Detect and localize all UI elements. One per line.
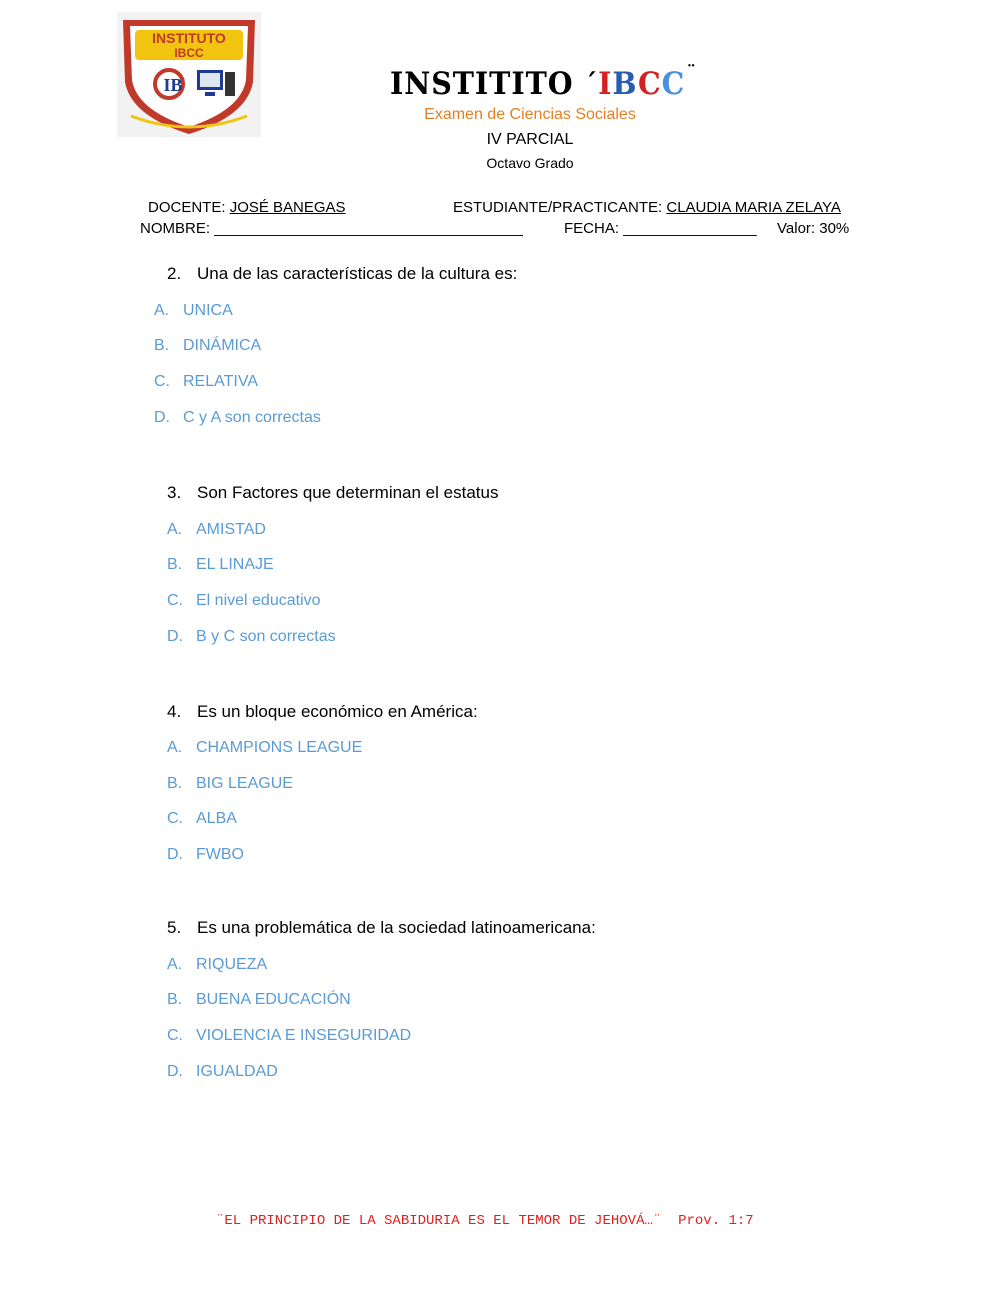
option-text: DINÁMICA	[183, 337, 262, 354]
estudiante-label: ESTUDIANTE/PRACTICANTE:	[453, 199, 667, 216]
question-4	[167, 702, 478, 722]
footer-quote: ¨EL PRINCIPIO DE LA SABIDURIA ES EL TEMOR DE JEHOVÁ…¨	[216, 1213, 662, 1229]
nombre-label: NOMBRE:	[140, 220, 215, 237]
docente-row	[148, 199, 346, 216]
option-text: C y A son correctas	[183, 409, 321, 426]
question-5	[167, 918, 596, 938]
option-letter: A.	[167, 956, 183, 973]
fecha-label: FECHA:	[564, 220, 624, 237]
option-text: RIQUEZA	[196, 956, 268, 973]
logo-text-bottom: IBCC	[174, 46, 204, 60]
footer-verse	[216, 1213, 754, 1229]
option-letter: B.	[167, 556, 183, 573]
option-4d[interactable]	[167, 846, 244, 864]
option-2c[interactable]	[154, 373, 258, 391]
page-title	[390, 62, 697, 102]
footer-reference: Prov. 1:7	[678, 1213, 754, 1229]
option-2b[interactable]	[154, 337, 261, 355]
option-text: FWBO	[196, 846, 244, 863]
fecha-row	[564, 220, 757, 237]
question-text: Son Factores que determinan el estatus	[197, 483, 499, 502]
title-letter-i: I	[598, 66, 613, 102]
option-text: ALBA	[196, 810, 237, 827]
option-letter: C.	[154, 373, 170, 390]
estudiante-name: CLAUDIA MARIA ZELAYA	[666, 199, 841, 216]
option-letter: C.	[167, 1027, 183, 1044]
option-letter: B.	[154, 337, 170, 354]
option-letter: B.	[167, 991, 183, 1008]
option-text: CHAMPIONS LEAGUE	[196, 739, 363, 756]
option-letter: D.	[167, 1063, 183, 1080]
exam-partial: IV PARCIAL	[486, 131, 574, 148]
option-2a[interactable]	[154, 302, 233, 320]
question-number: 5.	[167, 918, 182, 937]
option-text: EL LINAJE	[196, 556, 274, 573]
exam-subtitle: Examen de Ciencias Sociales	[424, 106, 636, 123]
title-accent-mark: ´	[584, 68, 599, 101]
option-4c[interactable]	[167, 810, 237, 828]
title-text: INSTITITO	[390, 66, 585, 102]
title-letter-c2: C	[661, 66, 686, 102]
option-letter: B.	[167, 775, 183, 792]
question-2	[167, 264, 517, 284]
title-quote-mark: ¨	[687, 62, 697, 83]
question-number: 2.	[167, 264, 182, 283]
option-text: IGUALDAD	[196, 1063, 278, 1080]
fecha-field[interactable]: ________________	[623, 220, 757, 237]
option-text: BUENA EDUCACIÓN	[196, 991, 351, 1008]
question-number: 4.	[167, 702, 182, 721]
option-5d[interactable]	[167, 1063, 278, 1081]
option-letter: D.	[154, 409, 170, 426]
option-text: BIG LEAGUE	[196, 775, 293, 792]
option-3a[interactable]	[167, 521, 266, 539]
option-4b[interactable]	[167, 775, 293, 793]
nombre-field[interactable]: _____________________________________	[214, 220, 523, 237]
question-number: 3.	[167, 483, 182, 502]
option-3c[interactable]	[167, 592, 321, 610]
option-text: AMISTAD	[196, 521, 266, 538]
option-text: RELATIVA	[183, 373, 258, 390]
option-letter: C.	[167, 592, 183, 609]
title-letter-c1: C	[637, 66, 662, 102]
option-text: B y C son correctas	[196, 628, 336, 645]
option-text: El nivel educativo	[196, 592, 321, 609]
option-2d[interactable]	[154, 409, 321, 427]
estudiante-row	[453, 199, 841, 216]
question-3	[167, 483, 498, 503]
option-5b[interactable]	[167, 991, 351, 1009]
option-letter: A.	[167, 521, 183, 538]
question-text: Una de las características de la cultura es:	[197, 264, 518, 283]
title-letter-b: B	[612, 66, 638, 102]
logo-text-top: INSTITUTO	[152, 30, 226, 46]
question-text: Es una problemática de la sociedad latinoamericana:	[197, 918, 596, 937]
option-letter: C.	[167, 810, 183, 827]
option-letter: D.	[167, 846, 183, 863]
option-5a[interactable]	[167, 956, 267, 974]
option-text: VIOLENCIA E INSEGURIDAD	[196, 1027, 412, 1044]
option-3b[interactable]	[167, 556, 274, 574]
option-letter: D.	[167, 628, 183, 645]
option-5c[interactable]	[167, 1027, 411, 1045]
exam-grade: Octavo Grado	[486, 155, 574, 171]
nombre-row	[140, 220, 523, 237]
option-letter: A.	[167, 739, 183, 756]
valor-label: Valor: 30%	[777, 220, 850, 237]
option-3d[interactable]	[167, 628, 336, 646]
docente-name: JOSÉ BANEGAS	[229, 199, 346, 216]
logo-monogram: IB	[163, 75, 183, 95]
option-4a[interactable]	[167, 739, 362, 757]
docente-label: DOCENTE:	[148, 199, 230, 216]
question-text: Es un bloque económico en América:	[197, 702, 478, 721]
option-text: UNICA	[183, 302, 233, 319]
option-letter: A.	[154, 302, 170, 319]
